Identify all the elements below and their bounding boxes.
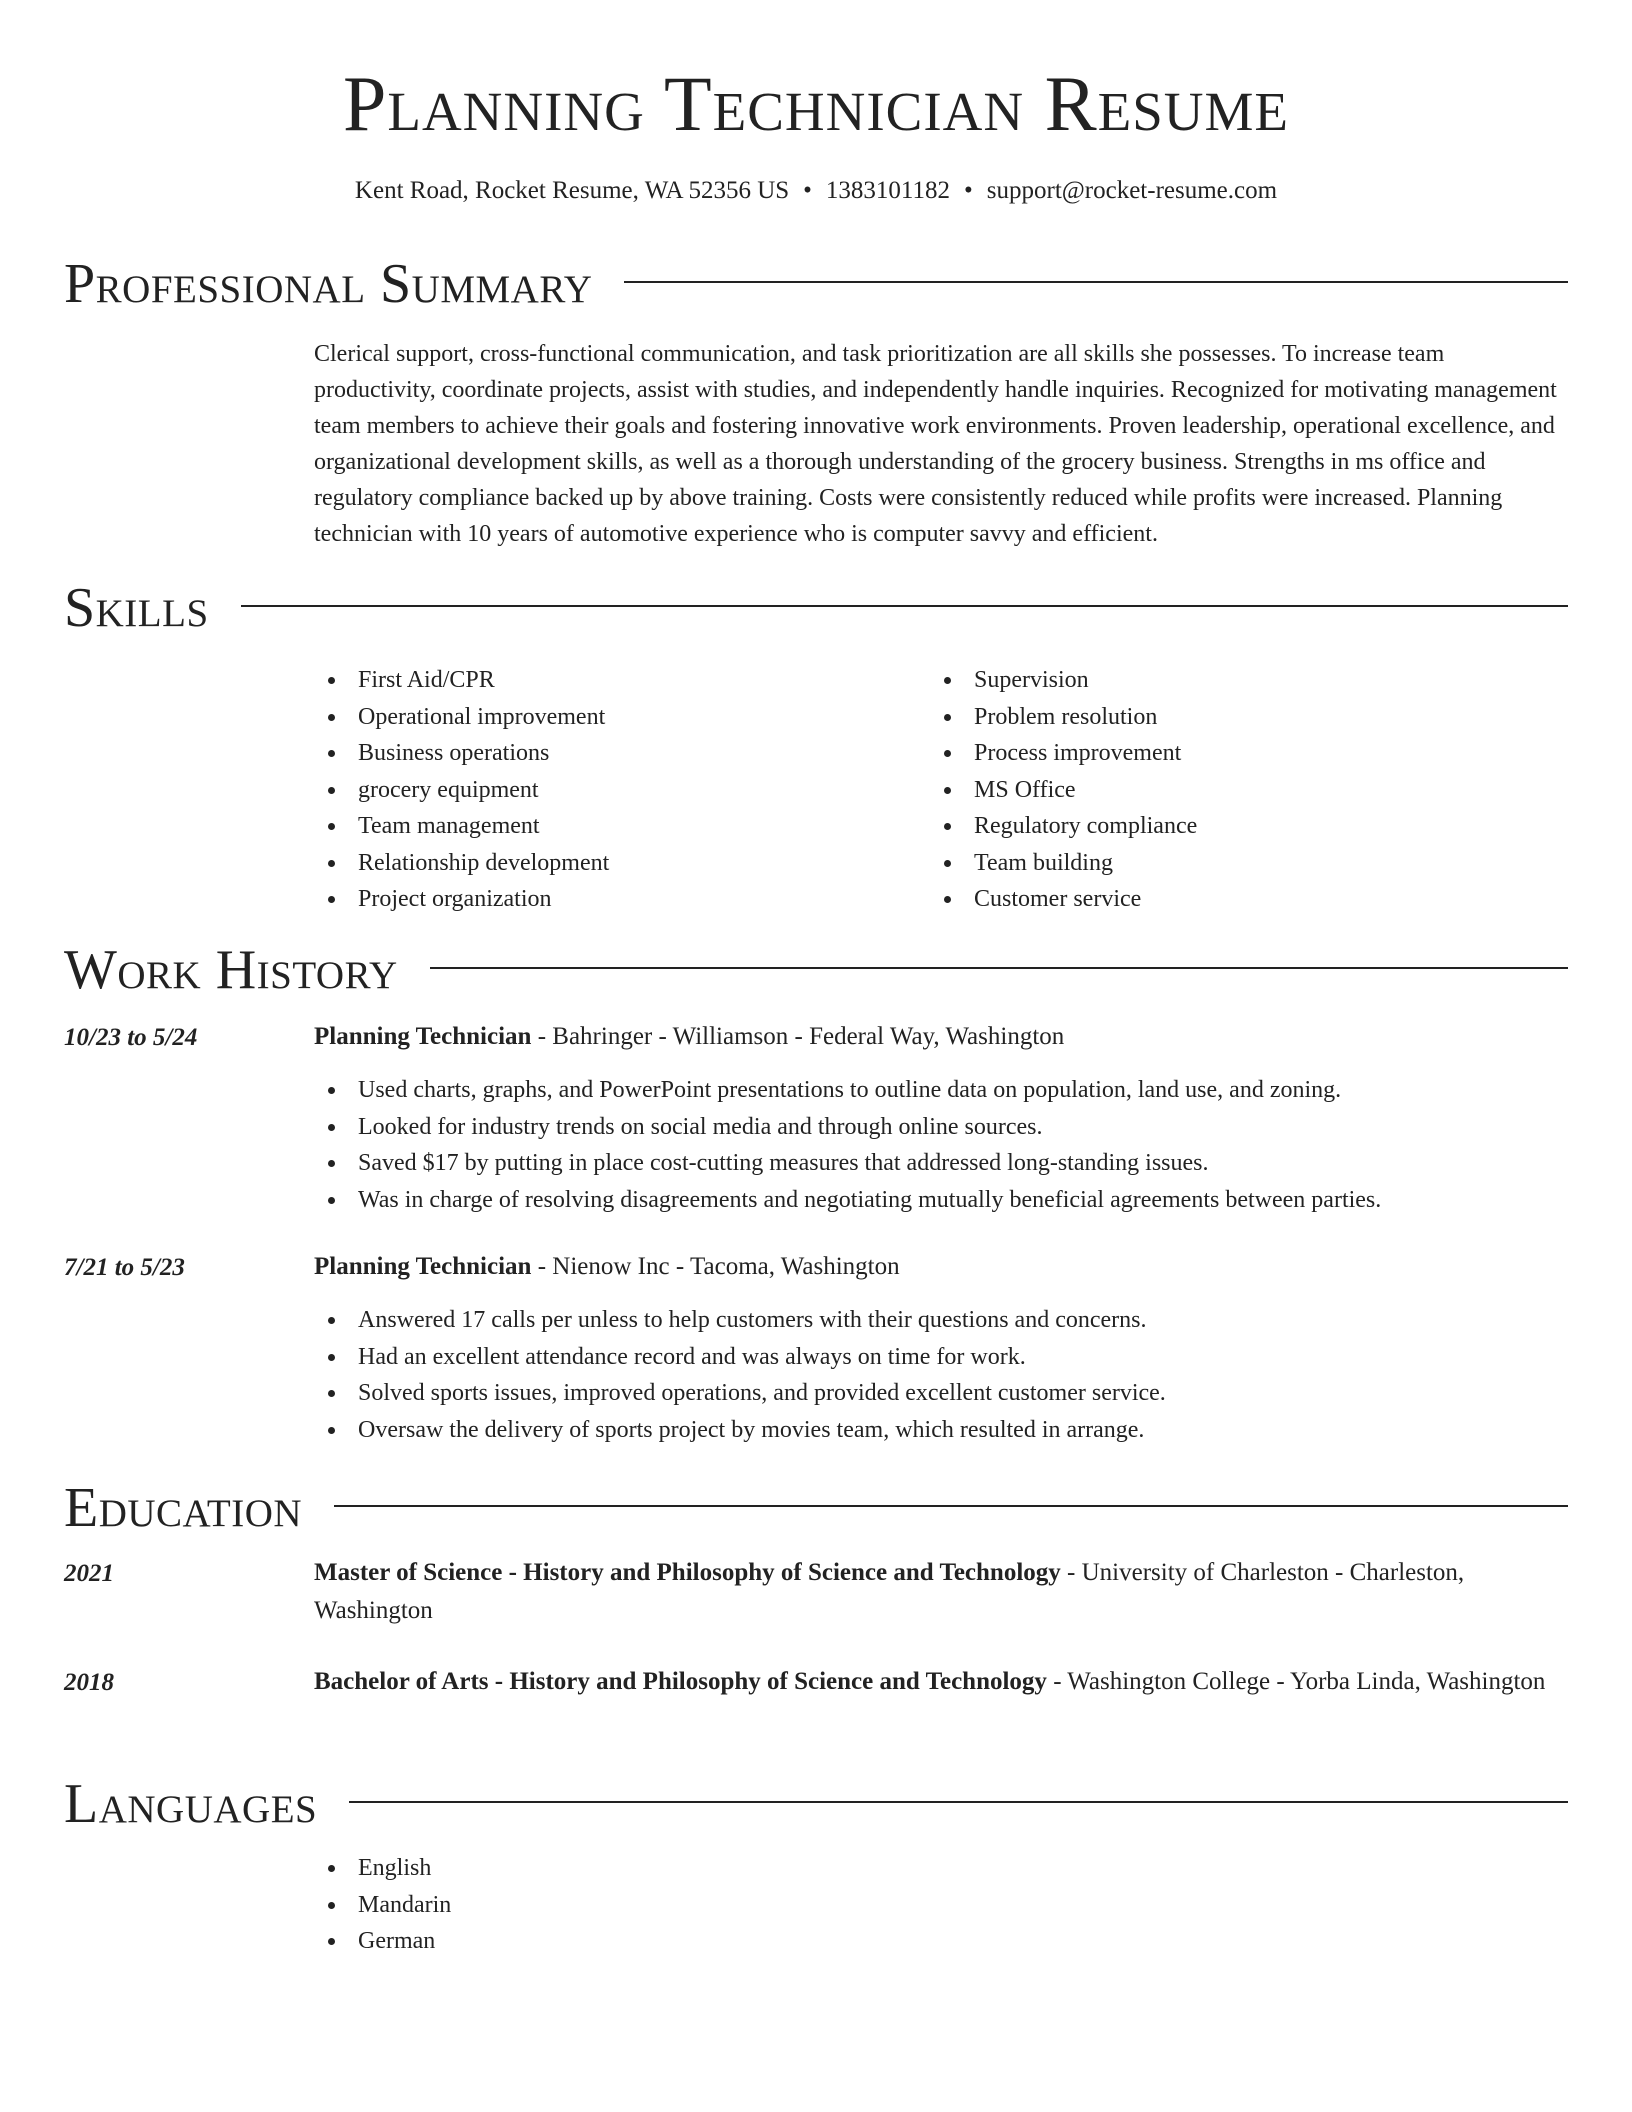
skill-item: Operational improvement [314, 699, 914, 736]
work-bullet: Oversaw the delivery of sports project by movies team, which resulted in arrange. [314, 1412, 1568, 1449]
skill-item: First Aid/CPR [314, 662, 914, 699]
work-bullet: Had an excellent attendance record and was always on time for work. [314, 1339, 1568, 1376]
education-year: 2018 [64, 1669, 114, 1696]
language-item: Mandarin [314, 1887, 1568, 1924]
education-entry [314, 1554, 1568, 1630]
contact-address: Kent Road, Rocket Resume, WA 52356 US [354, 177, 790, 204]
work-bullet: Looked for industry trends on social media and through online sources. [314, 1109, 1568, 1146]
section-heading-text: Languages [64, 1773, 318, 1835]
work-bullets [314, 1302, 1568, 1448]
section-divider [349, 1801, 1568, 1803]
section-heading-education [64, 1476, 1568, 1540]
skill-item: Team building [930, 845, 1530, 882]
job-title: Planning Technician [314, 1023, 532, 1050]
section-heading-summary [64, 252, 1568, 316]
work-dates: 7/21 to 5/23 [64, 1254, 185, 1281]
language-item: German [314, 1923, 1568, 1960]
work-bullet: Solved sports issues, improved operations, and provided excellent customer service. [314, 1375, 1568, 1412]
work-dates: 10/23 to 5/24 [64, 1024, 198, 1051]
section-divider [241, 605, 1568, 607]
skill-item: Relationship development [314, 845, 914, 882]
section-heading-text: Professional Summary [64, 253, 593, 315]
section-heading-text: Education [64, 1477, 303, 1539]
skill-item: Project organization [314, 881, 914, 918]
contact-line [0, 174, 1632, 208]
work-bullet: Used charts, graphs, and PowerPoint presentations to outline data on population, land use, and zoning. [314, 1072, 1568, 1109]
section-divider [334, 1505, 1568, 1507]
skill-item: Process improvement [930, 735, 1530, 772]
skill-item: Team management [314, 808, 914, 845]
skill-item: Problem resolution [930, 699, 1530, 736]
skill-item: MS Office [930, 772, 1530, 809]
languages-list [314, 1850, 1568, 1960]
skill-item: Business operations [314, 735, 914, 772]
skill-item: Regulatory compliance [930, 808, 1530, 845]
job-employer-location: - Nienow Inc - Tacoma, Washington [531, 1253, 900, 1280]
work-bullets [314, 1072, 1568, 1218]
section-heading-text: Work History [64, 939, 398, 1001]
job-employer-location: - Bahringer - Williamson - Federal Way, Washington [531, 1023, 1065, 1050]
degree-title: Bachelor of Arts - History and Philosophy of Science and Technology [314, 1668, 1047, 1695]
job-title: Planning Technician [314, 1253, 532, 1280]
skill-item: Supervision [930, 662, 1530, 699]
school-location: - Washington College - Yorba Linda, Washington [1046, 1668, 1546, 1695]
section-heading-text: Skills [64, 577, 209, 639]
education-entry [314, 1663, 1568, 1701]
work-bullet: Saved $17 by putting in place cost-cutting measures that addressed long-standing issues. [314, 1145, 1568, 1182]
work-entry-heading [314, 1248, 1568, 1286]
work-entry-heading [314, 1018, 1568, 1056]
summary-paragraph: Clerical support, cross-functional communication, and task prioritization are all skills she possesses. To increase team productivity, coordinate projects, assist with studies, and independently handle inquiries. Recognized for motivating management team members to achieve their goals and fostering innovative work environments. Proven leadership, operational excellence, and organizational development skills, as well as a thorough understanding of the grocery business. Strengths in ms office and regulatory compliance backed up by above training. Costs were consistently reduced while profits were increased. Planning technician with 10 years of automotive experience who is computer savvy and efficient. [314, 341, 1557, 547]
school-location: - University of Charleston - Charleston, Washington [314, 1559, 1465, 1624]
work-bullet: Was in charge of resolving disagreements and negotiating mutually beneficial agreements between parties. [314, 1182, 1568, 1219]
skill-item: grocery equipment [314, 772, 914, 809]
skills-list-left [314, 662, 914, 918]
contact-phone: 1383101182 [825, 177, 950, 204]
section-heading-skills [64, 576, 1568, 640]
contact-separator: • [964, 177, 973, 204]
skill-item: Customer service [930, 881, 1530, 918]
section-divider [624, 281, 1568, 283]
resume-title: Planning Technician Resume [342, 60, 1290, 147]
section-divider [430, 967, 1568, 969]
language-item: English [314, 1850, 1568, 1887]
skills-list-right [930, 662, 1530, 918]
contact-email: support@rocket-resume.com [986, 177, 1278, 204]
section-heading-work-history [64, 938, 1568, 1002]
education-year: 2021 [64, 1560, 114, 1587]
degree-title: Master of Science - History and Philosophy of Science and Technology [314, 1559, 1061, 1586]
section-heading-languages [64, 1772, 1568, 1836]
work-bullet: Answered 17 calls per unless to help customers with their questions and concerns. [314, 1302, 1568, 1339]
contact-separator: • [803, 177, 812, 204]
